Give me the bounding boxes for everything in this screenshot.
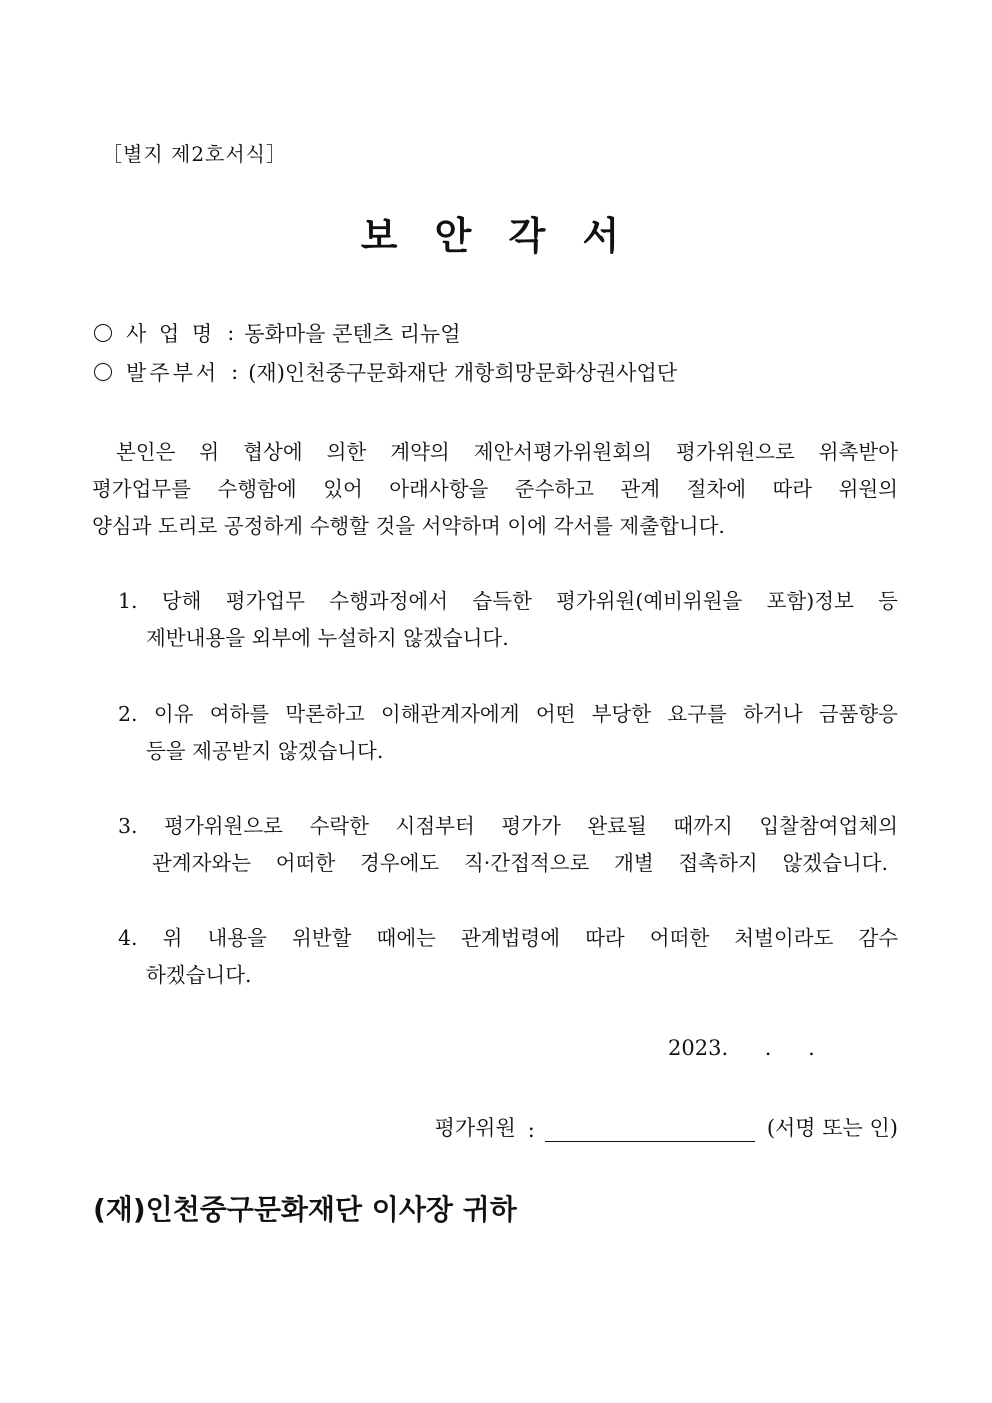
- ordering-dept-row: [94, 357, 677, 387]
- ordering-dept-value: (재)인천중구문화재단 개항희망문화상권사업단: [248, 361, 678, 385]
- pledge-item-line: 하겠습니다.: [146, 963, 252, 987]
- colon: :: [231, 360, 239, 384]
- addressee: (재)인천중구문화재단 이사장 귀하: [93, 1193, 517, 1226]
- pledge-item-line: 등을 제공받지 않겠습니다.: [146, 739, 384, 763]
- date-field: 2023. . .: [668, 1036, 815, 1060]
- colon: :: [227, 321, 235, 345]
- pledge-item-2: [118, 696, 898, 770]
- pledge-item-line: 제반내용을 외부에 누설하지 않겠습니다.: [146, 626, 509, 650]
- pledge-item-line: 1. 당해 평가업무 수행과정에서 습득한 평가위원(예비위원을 포함)정보 등: [118, 589, 898, 613]
- signature-blank-line[interactable]: [545, 1115, 755, 1142]
- circle-bullet-icon: [94, 324, 112, 342]
- project-name-label: 사 업 명: [126, 322, 216, 346]
- project-name-value: 동화마을 콘텐츠 리뉴얼: [244, 322, 461, 346]
- pledge-item-3: [118, 808, 898, 882]
- pledge-item-1: [118, 583, 898, 657]
- pledge-line: 양심과 도리로 공정하게 수행할 것을 서약하며 이에 각서를 제출합니다.: [92, 514, 725, 538]
- colon: :: [527, 1118, 535, 1142]
- pledge-item-line: 3. 평가위원으로 수락한 시점부터 평가가 완료될 때까지 입찰참여업체의: [118, 814, 898, 838]
- pledge-item-line: 2. 이유 여하를 막론하고 이해관계자에게 어떤 부당한 요구를 하거나 금품향응: [118, 702, 898, 726]
- pledge-line: 본인은 위 협상에 의한 계약의 제안서평가위원회의 평가위원으로 위촉받아: [116, 440, 898, 464]
- project-name-row: [94, 318, 461, 348]
- circle-bullet-icon: [94, 363, 112, 381]
- pledge-paragraph: [92, 434, 898, 545]
- form-number-label: ［별지 제2호서식］: [102, 142, 288, 166]
- pledge-line: 평가업무를 수행함에 있어 아래사항을 준수하고 관계 절차에 따라 위원의: [92, 477, 898, 501]
- pledge-item-4: [118, 920, 898, 994]
- signature-label: 평가위원: [434, 1116, 516, 1140]
- pledge-item-line: 관계자와는 어떠한 경우에도 직·간접적으로 개별 접촉하지 않겠습니다.: [152, 851, 888, 875]
- signature-note: (서명 또는 인): [766, 1116, 898, 1140]
- ordering-dept-label: 발주부서: [126, 361, 220, 385]
- document-title: 보 안 각 서: [360, 214, 632, 258]
- signature-row: [435, 1112, 898, 1142]
- pledge-item-line: 4. 위 내용을 위반할 때에는 관계법령에 따라 어떠한 처벌이라도 감수: [118, 926, 898, 950]
